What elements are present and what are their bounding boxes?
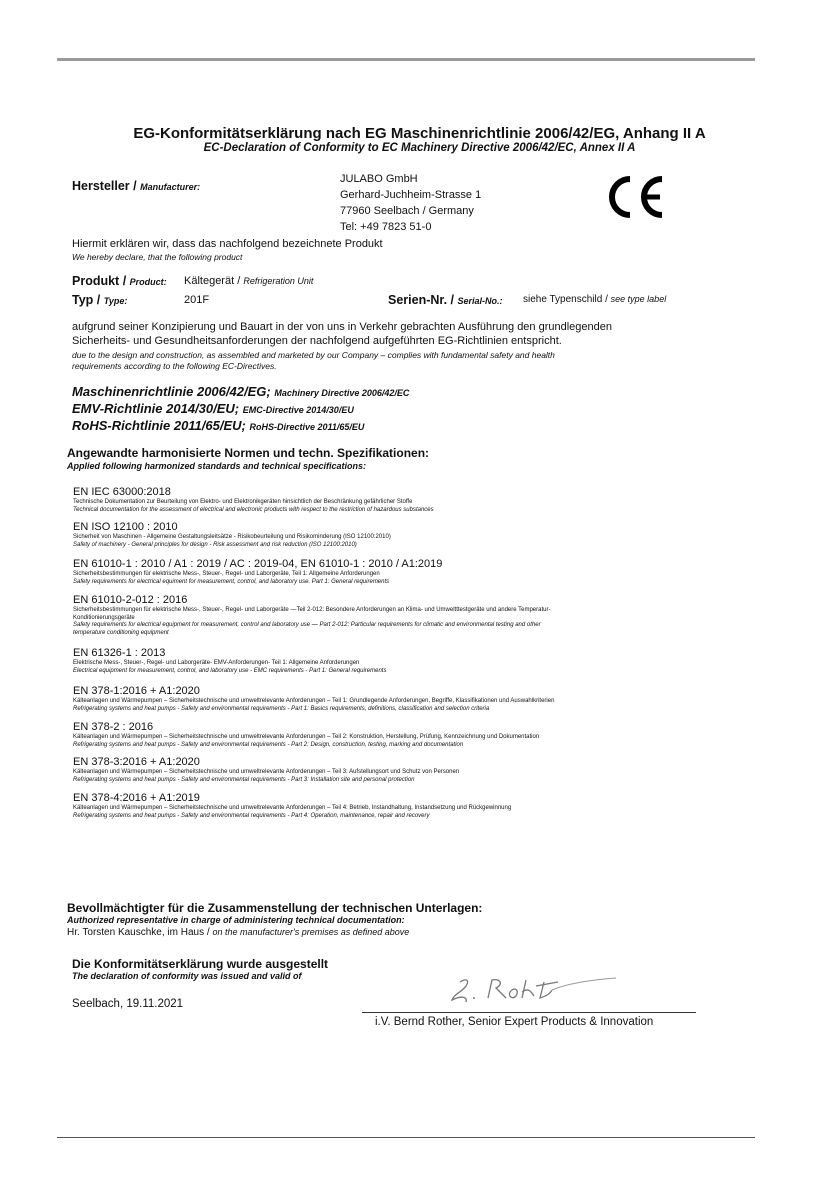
standards-heading-en: Applied following harmonized standards and technical specifications:	[67, 461, 367, 471]
standard-item: EN 61010-1 : 2010 / A1 : 2019 / AC : 2019-04, EN 61010-1 : 2010 / A1:2019 Sicherheitsbestimmungen für elektrische Mess-, Steuer-, Regel- und Laborgeräte, Teil 1: Allgemeine Anforderungen Safety requirements for electrical equiment for measurement, control, and laboratory use. Part 1: General requirements	[73, 558, 443, 585]
manufacturer-street: Gerhard-Juchheim-Strasse 1	[340, 189, 482, 201]
top-rule	[57, 58, 755, 61]
manufacturer-city: 77960 Seelbach / Germany	[340, 205, 474, 217]
issued-heading-en: The declaration of conformity was issued and valid of	[72, 971, 302, 981]
representative-name: Hr. Torsten Kauschke, im Haus / on the manufacturer's premises as defined above	[67, 927, 410, 938]
issued-heading-de: Die Konformitätserklärung wurde ausgestellt	[72, 957, 329, 971]
directives-list	[72, 384, 409, 435]
manufacturer-tel: Tel: +49 7823 51-0	[340, 221, 432, 233]
directive-item: EMV-Richtlinie 2014/30/EU; EMC-Directive 2014/30/EU	[72, 401, 354, 416]
manufacturer-label: Hersteller / Manufacturer:	[72, 179, 201, 193]
product-label: Produkt / Product:	[72, 274, 167, 288]
signature-icon	[440, 970, 620, 1006]
serial-label: Serien-Nr. / Serial-No.:	[388, 293, 503, 307]
directive-item: Maschinenrichtlinie 2006/42/EG; Machinery Directive 2006/42/EC	[72, 384, 410, 399]
standard-item: EN 61326-1 : 2013 Elektrische Mess-, Steuer-, Regel- und Laborgeräte- EMV-Anforderungen- Teil 1: Allgemeine Anforderungen Electrical equipment for measurement, control, and laboratory use - EMC requirements - Part 1: General requirements	[73, 647, 387, 674]
declare-de: Hiermit erklären wir, dass das nachfolgend bezeichnete Produkt	[72, 238, 383, 250]
ce-mark-icon	[602, 174, 666, 220]
signature-line	[362, 1012, 696, 1013]
bottom-rule	[57, 1137, 755, 1138]
representative-heading-de: Bevollmächtigter für die Zusammenstellung der technischen Unterlagen:	[67, 901, 483, 915]
standard-item: EN IEC 63000:2018 Technische Dokumentation zur Beurteilung von Elektro- und Elektronikgeräten hinsichtlich der Beschränkung gefährlicher Stoffe Technical documentation for the assessment of electrical and electronic products with respect to the restriction of hazardous substances	[73, 486, 434, 513]
standard-item: EN 378-3:2016 + A1:2020 Kälteanlagen und Wärmepumpen – Sicherheitstechnische und umweltrelevante Anforderungen – Teil 3: Aufstellungsort und Schutz von Personen Refrigerating systems and heat pumps - Safety and environmental requirements - Part 3: Installation site and personal protection	[73, 756, 460, 783]
standard-item: EN 378-4:2016 + A1:2019 Kälteanlagen und Wärmepumpen – Sicherheitstechnische und umweltrelevante Anforderungen – Teil 4: Betrieb, Instandhaltung, Instandsetzung und Rückgewinnung Refrigerating systems and heat pumps - Safety and environmental requirements - Part 4: Operation, maintenance, repair and recovery	[73, 792, 512, 819]
product-value: Kältegerät / Refrigeration Unit	[184, 275, 314, 287]
compliance-en: due to the design and construction, as assembled and marketed by our Company – complies with fundamental safety and health requirements according to the following EC-Directives.	[72, 350, 555, 371]
type-label: Typ / Type:	[72, 293, 128, 307]
type-value: 201F	[184, 294, 210, 306]
signatory-name: i.V. Bernd Rother, Senior Expert Products & Innovation	[375, 1016, 654, 1028]
title-en: EC-Declaration of Conformity to EC Machinery Directive 2006/42/EC, Annex II A	[203, 142, 636, 154]
declare-en: We hereby declare, that the following product	[72, 252, 243, 262]
representative-heading-en: Authorized representative in charge of administering technical documentation:	[67, 915, 405, 925]
standard-item: EN 378-2 : 2016 Kälteanlagen und Wärmepumpen – Sicherheitstechnische und umweltrelevante Anforderungen – Teil 2: Konstruktion, Herstellung, Prüfung, Kennzeichnung und Dokumentation Refrigerating systems and heat pumps - Safety and environmental requirements - Part 2: Design, construction, testing, marking and documentation	[73, 721, 540, 748]
manufacturer-name: JULABO GmbH	[340, 173, 418, 185]
serial-value: siehe Typenschild / see type label	[523, 294, 667, 305]
standard-item: EN 378-1:2016 + A1:2020 Kälteanlagen und Wärmepumpen – Sicherheitstechnische und umweltrelevante Anforderungen – Teil 1: Grundlegende Anforderungen, Begriffe, Klassifikationen und Auswahlkriterien Refrigerating systems and heat pumps - Safety and environmental requirements - Part 1: Basics requirements, definitions, classification and selection criteria	[73, 685, 555, 712]
issued-place-date: Seelbach, 19.11.2021	[72, 998, 184, 1010]
standard-item: EN 61010-2-012 : 2016 Sicherheitsbestimmungen für elektrische Mess-, Steuer-, Regel- und Laborgeräte —Teil 2-012: Besondere Anforderungen an Klima- und Umweltttestgeräte und andere Temperatur- Konditionierungsgeräte Safety requirements for electrical equipment for measurement, control and laboratory use — Part 2-012: Particular requirements for climatic and environmental testing and other temperature conditioning equipment	[73, 594, 551, 636]
title-de: EG-Konformitätserklärung nach EG Maschinenrichtlinie 2006/42/EG, Anhang II A	[133, 125, 706, 142]
directive-item: RoHS-Richtlinie 2011/65/EU; RoHS-Directive 2011/65/EU	[72, 418, 365, 433]
standard-item: EN ISO 12100 : 2010 Sicherheit von Maschinen - Allgemeine Gestaltungsleitsätze - Risikobeurteilung und Risikominderung (ISO 12100:2010) Safety of machinery - General principles for design - Risk assessment and risk reduction (ISO 12100:2010)	[73, 521, 391, 548]
standards-heading-de: Angewandte harmonisierte Normen und techn. Spezifikationen:	[67, 446, 430, 460]
manufacturer-address	[340, 171, 481, 235]
compliance-de: aufgrund seiner Konzipierung und Bauart in der von uns in Verkehr gebrachten Ausführung den grundlegenden Sicherheits- und Gesundheitsanforderungen der nachfolgend aufgeführten EG-Richtlinien entspricht.	[72, 321, 612, 347]
